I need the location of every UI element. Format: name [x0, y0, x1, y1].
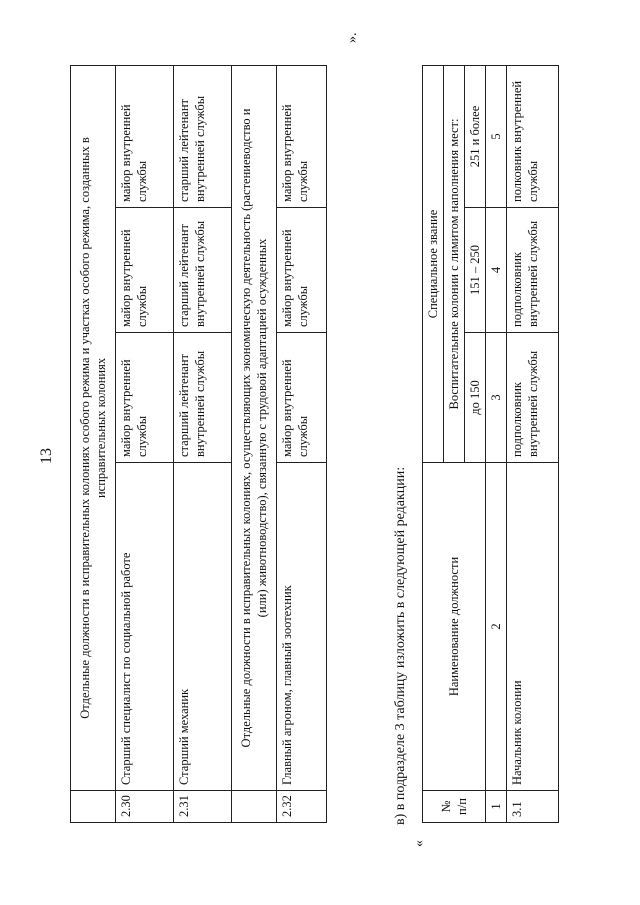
column-number: 2: [486, 463, 507, 791]
ranks-table-continued: [70, 65, 327, 823]
row-number: 2.31: [174, 791, 232, 823]
rank-cell: старший лейтенант внутренней службы: [174, 333, 232, 463]
table-row: [507, 65, 559, 822]
header-number: № п/п: [423, 791, 486, 823]
page-number: 13: [38, 448, 55, 464]
header-subtitle: Воспитательные колонии с лимитом наполнения мест:: [444, 65, 465, 462]
column-number: 1: [486, 791, 507, 823]
section-title: Отдельные должности в исправительных колониях особого режима и участках особого режима, созданных в исправительных колониях: [71, 65, 116, 790]
position-name: Начальник колонии: [507, 463, 559, 791]
section-row: [71, 65, 116, 822]
rank-cell: майор внутренней службы: [277, 333, 327, 463]
opening-quote: «: [412, 840, 427, 847]
row-number: 3.1: [507, 791, 559, 823]
column-number-row: [486, 65, 507, 822]
table-row: [277, 65, 327, 822]
row-number: 2.30: [116, 791, 174, 823]
rank-cell: полковник внутренней службы: [507, 65, 559, 207]
rank-cell: старший лейтенант внутренней службы: [174, 65, 232, 207]
table-row: [174, 65, 232, 822]
rank-cell: майор внутренней службы: [116, 65, 174, 207]
rank-cell: майор внутренней службы: [116, 208, 174, 333]
rank-cell: подполковник внутренней службы: [507, 208, 559, 333]
position-name: Старший механик: [174, 463, 232, 791]
rank-cell: подполковник внутренней службы: [507, 333, 559, 463]
rank-cell: майор внутренней службы: [277, 65, 327, 207]
column-number: 4: [486, 208, 507, 333]
limit-header: до 150: [465, 333, 486, 463]
rank-cell: майор внутренней службы: [116, 333, 174, 463]
section-row: [232, 65, 277, 822]
column-number: 5: [486, 65, 507, 207]
section-title: Отдельные должности в исправительных колониях, осуществляющих экономическую деятельность (растениеводство и (или) животноводство), связанную с трудовой адаптацией осужденных: [232, 65, 277, 790]
limit-header: 151 – 250: [465, 208, 486, 333]
rank-cell: майор внутренней службы: [277, 208, 327, 333]
row-number: 2.32: [277, 791, 327, 823]
position-name: Старший специалист по социальной работе: [116, 463, 174, 791]
header-row: [423, 65, 444, 822]
header-position: Наименование должности: [423, 463, 486, 791]
closing-quote: ».: [345, 32, 360, 43]
amendment-paragraph: в) в подразделе 3 таблицу изложить в следующей редакции:: [393, 466, 408, 825]
rank-cell: старший лейтенант внутренней службы: [174, 208, 232, 333]
column-number: 3: [486, 333, 507, 463]
position-name: Главный агроном, главный зоотехник: [277, 463, 327, 791]
limit-header: 251 и более: [465, 65, 486, 207]
header-rank: Специальное звание: [423, 65, 444, 462]
ranks-table-new: [422, 65, 559, 823]
table-row: [116, 65, 174, 822]
